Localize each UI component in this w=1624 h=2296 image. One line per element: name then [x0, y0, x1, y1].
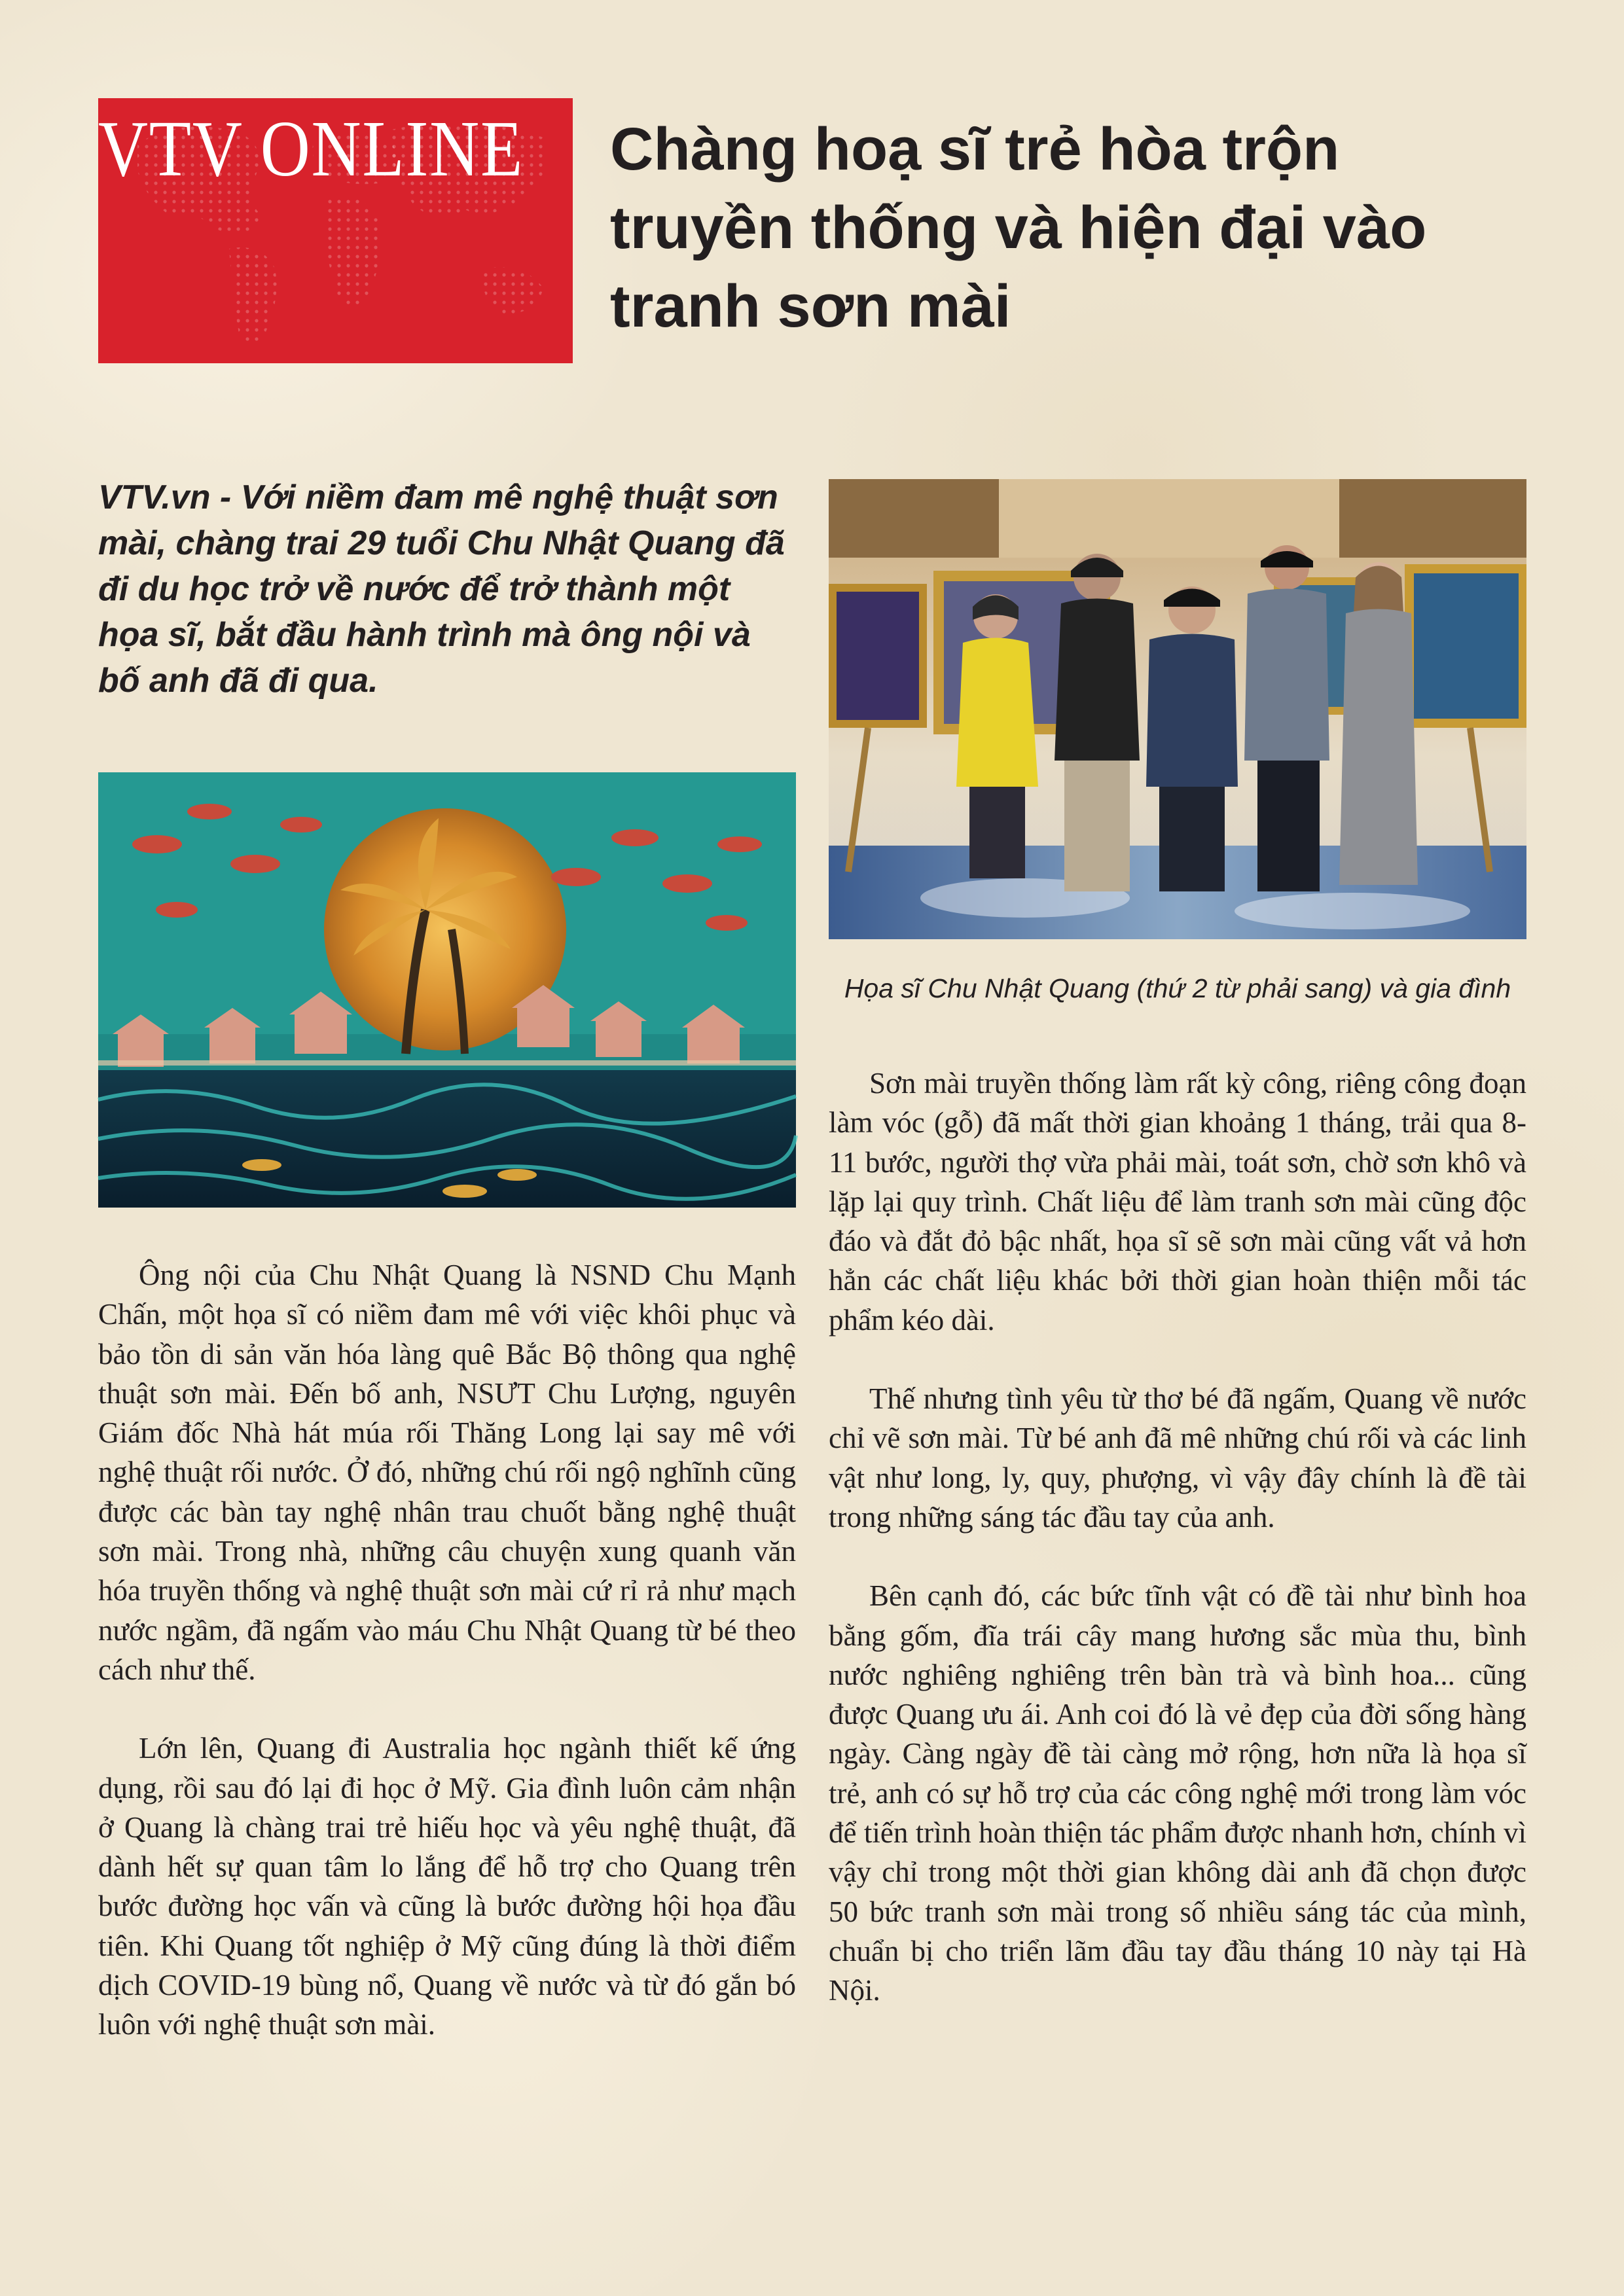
svg-text:VTV ONLINE: VTV ONLINE: [98, 105, 524, 193]
family-photo: [829, 479, 1526, 939]
lacquer-painting-image: [98, 772, 796, 1208]
body-column-left: [98, 1255, 796, 2084]
article-lead: VTV.vn - Với niềm đam mê nghệ thuật sơn mài, chàng trai 29 tuổi Chu Nhật Quang đã đi du học trở về nước để trở thành một họa sĩ, bắt đầu hành trình mà ông nội và bố anh đã đi qua.: [98, 478, 785, 700]
photo-caption: Họa sĩ Chu Nhật Quang (thứ 2 từ phải sang) và gia đình: [844, 973, 1511, 1003]
body-paragraph: Thế nhưng tình yêu từ thơ bé đã ngấm, Quang về nước chỉ vẽ sơn mài. Từ bé anh đã mê những chú rối và các linh vật như long, ly, quy, phượng, vì vậy đây chính là đề tài trong những sáng tác đầu tay của anh.: [829, 1382, 1526, 1534]
article-headline: Chàng hoạ sĩ trẻ hòa trộn truyền thống và hiện đại vào tranh sơn mài: [610, 116, 1427, 340]
body-paragraph: Lớn lên, Quang đi Australia học ngành thiết kế ứng dụng, rồi sau đó lại đi học ở Mỹ. Gia đình luôn cảm nhận ở Quang là chàng trai trẻ hiếu học và yêu nghệ thuật, đã dành hết sự quan tâm lo lắng để hỗ trợ cho Quang trên bước đường học vấn và cũng là bước đường hội họa đầu tiên. Khi Quang tốt nghiệp ở Mỹ cũng đúng là thời điểm dịch COVID-19 bùng nổ, Quang về nước và từ đó gắn bó luôn với nghệ thuật sơn mài.: [98, 1732, 796, 2041]
body-paragraph: Ông nội của Chu Nhật Quang là NSND Chu Mạnh Chấn, một họa sĩ có niềm đam mê với việc khôi phục và bảo tồn di sản văn hóa làng quê Bắc Bộ thông qua nghệ thuật sơn mài. Đến bố anh, NSƯT Chu Lượng, nguyên Giám đốc Nhà hát múa rối Thăng Long lại say mê với nghệ thuật rối nước. Ở đó, những chú rối ngộ nghĩnh cũng được các bàn tay nghệ nhân trau chuốt bằng nghệ thuật sơn mài. Trong nhà, những câu chuyện xung quanh văn hóa truyền thống và nghệ thuật sơn mài cứ rỉ rả như mạch nước ngầm, đã ngấm vào máu Chu Nhật Quang từ bé theo cách như thế.: [98, 1259, 796, 1686]
body-paragraph: Sơn mài truyền thống làm rất kỳ công, riêng công đoạn làm vóc (gỗ) đã mất thời gian khoảng 1 tháng, trải qua 8-11 bước, người thợ vừa phải mài, toát sơn, chờ sơn khô và lặp lại quy trình. Chất liệu để làm tranh sơn mài cũng độc đáo và đắt đỏ bậc nhất, họa sĩ sẽ sơn mài cũng vất vả hơn hẳn các chất liệu khác bởi thời gian hoàn thiện mỗi tác phẩm kéo dài.: [829, 1067, 1526, 1336]
body-column-right: [829, 1064, 1526, 2050]
vtv-online-logo: [98, 98, 573, 363]
logo-wordmark: [98, 98, 530, 203]
body-paragraph: Bên cạnh đó, các bức tĩnh vật có đề tài như bình hoa bằng gốm, đĩa trái cây mang hương sắc mùa thu, bình nước nghiêng nghiêng trên bàn trà và bình hoa... cũng được Quang ưu ái. Anh coi đó là vẻ đẹp của đời sống hàng ngày. Càng ngày đề tài càng mở rộng, hơn nữa là họa sĩ trẻ, anh có sự hỗ trợ của các công nghệ mới trong làm vóc để tiến trình hoàn thiện tác phẩm được nhanh hơn, chính vì vậy chỉ trong một thời gian không dài anh đã chọn được 50 bức tranh sơn mài trong số nhiều sáng tác của mình, chuẩn bị cho triển lãm đầu tay đầu tháng 10 này tại Hà Nội.: [829, 1579, 1526, 2007]
